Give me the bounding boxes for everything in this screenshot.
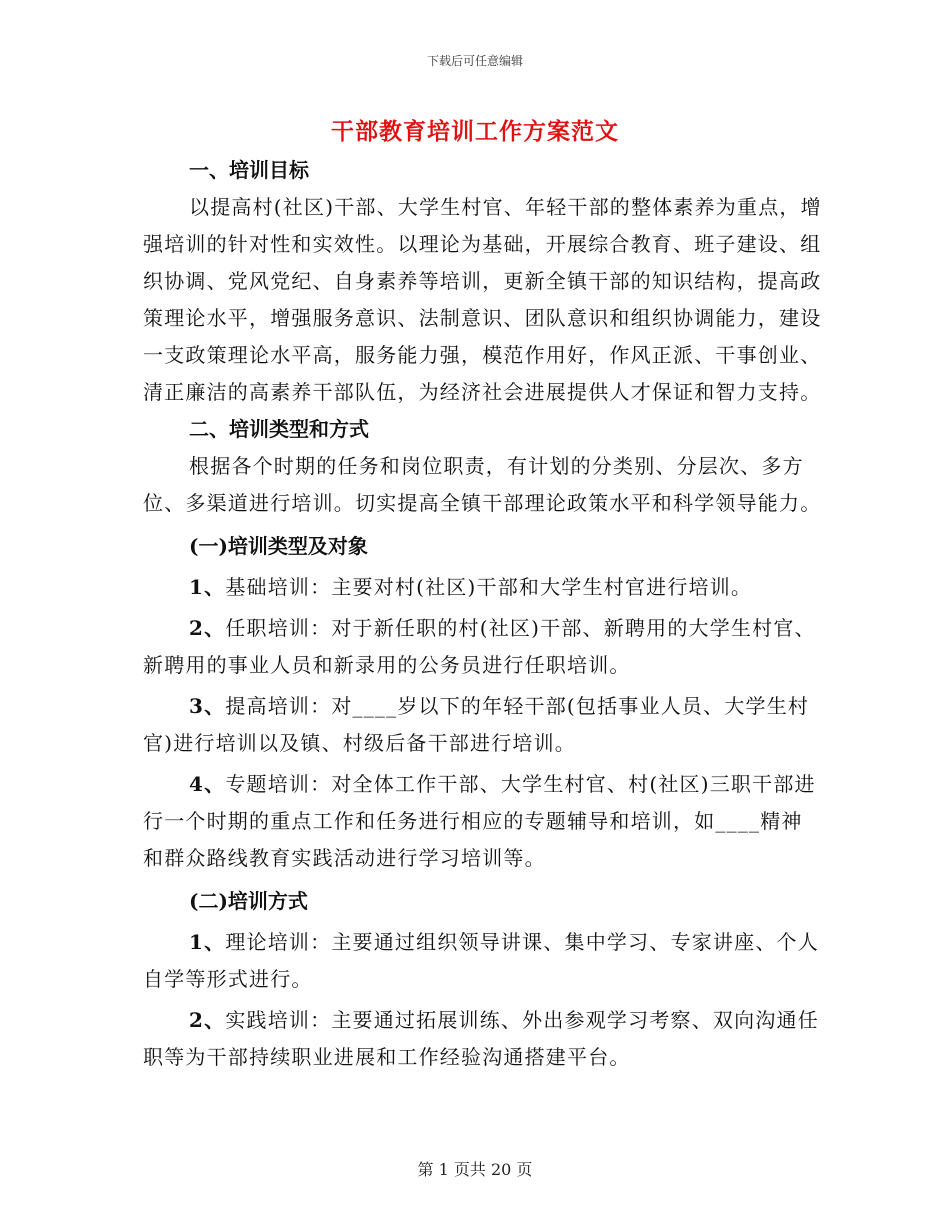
list-item bbox=[143, 610, 823, 684]
item-number: 2、 bbox=[189, 1008, 226, 1032]
item-text: 理论培训：主要通过组织领导讲课、集中学习、专家讲座、个人自学等形式进行。 bbox=[143, 930, 819, 991]
item-number: 1、 bbox=[189, 930, 226, 954]
section-heading-types: 二、培训类型和方式 bbox=[189, 417, 369, 441]
item-number: 4、 bbox=[189, 772, 226, 796]
item-number: 3、 bbox=[189, 694, 226, 718]
document-title: 干部教育培训工作方案范文 bbox=[331, 118, 619, 145]
section-paragraph-goals: 以提高村(社区)干部、大学生村官、年轻干部的整体素养为重点，增强培训的针对性和实效性。以理论为基础，开展综合教育、班子建设、组织协调、党风党纪、自身素养等培训，更新全镇干部的知识结构，提高政策理论水平，增强服务意识、法制意识、团队意识和组织协调能力，建设一支政策理论水平高，服务能力强，模范作用好，作风正派、干事创业、清正廉洁的高素养干部队伍，为经济社会进展提供人才保证和智力支持。 bbox=[143, 195, 822, 404]
item-text: 实践培训：主要通过拓展训练、外出参观学习考察、双向沟通任职等为干部持续职业进展和工作经验沟通搭建平台。 bbox=[143, 1008, 819, 1069]
item-text: 专题培训：对全体工作干部、大学生村官、村(社区)三职干部进行一个时期的重点工作和任务进行相应的专题辅导和培训，如____精神和群众路线教育实践活动进行学习培训等。 bbox=[143, 772, 816, 870]
document-body bbox=[143, 152, 823, 1076]
list-item bbox=[143, 1002, 823, 1076]
item-text: 基础培训：主要对村(社区)干部和大学生村官进行培训。 bbox=[225, 575, 753, 599]
item-number: 1、 bbox=[189, 575, 226, 599]
list-item bbox=[143, 924, 823, 998]
section-heading-goals: 一、培训目标 bbox=[189, 158, 309, 182]
subheading-types-targets: (一)培训类型及对象 bbox=[189, 534, 368, 558]
subheading-methods: (二)培训方式 bbox=[189, 889, 308, 913]
header-note: 下载后可任意编辑 bbox=[426, 54, 523, 68]
item-number: 2、 bbox=[189, 616, 226, 640]
list-item bbox=[143, 569, 823, 606]
list-item bbox=[143, 688, 823, 762]
page-footer: 第 1 页共 20 页 bbox=[417, 1160, 533, 1179]
item-text: 任职培训：对于新任职的村(社区)干部、新聘用的大学生村官、新聘用的事业人员和新录用的公务员进行任职培训。 bbox=[143, 616, 816, 677]
section-paragraph-types: 根据各个时期的任务和岗位职责，有计划的分类别、分层次、多方位、多渠道进行培训。切实提高全镇干部理论政策水平和科学领导能力。 bbox=[143, 454, 822, 515]
item-text: 提高培训：对____岁以下的年轻干部(包括事业人员、大学生村官)进行培训以及镇、村级后备干部进行培训。 bbox=[143, 694, 810, 755]
list-item bbox=[143, 766, 823, 877]
